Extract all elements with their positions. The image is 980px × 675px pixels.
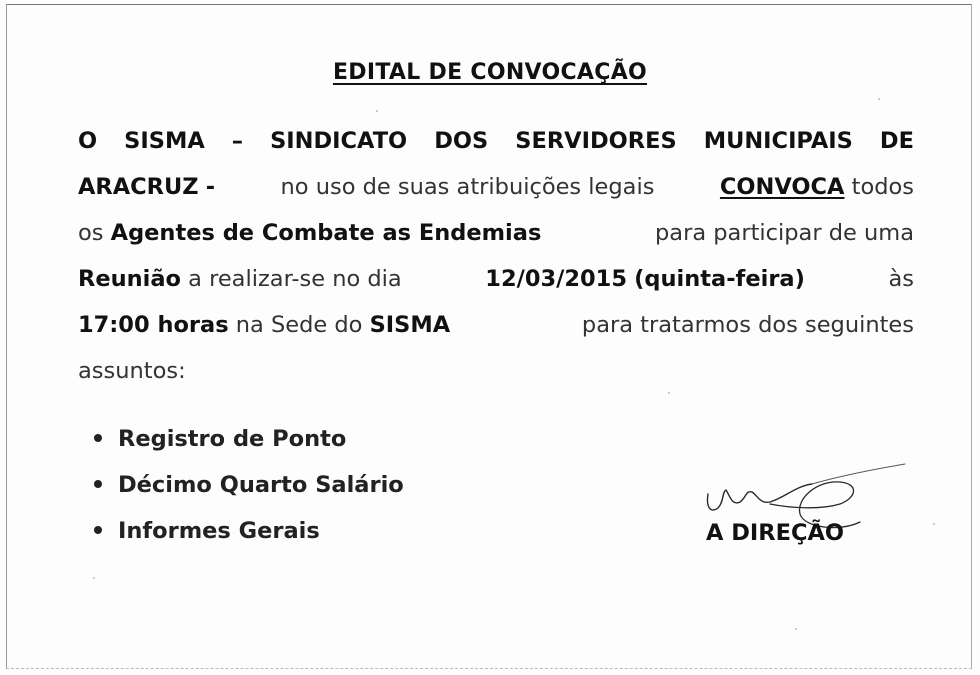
dash: -	[205, 174, 216, 200]
scan-speck	[93, 577, 95, 579]
paragraph-line-2	[78, 164, 914, 210]
list-item	[94, 466, 404, 512]
word: O	[78, 128, 98, 154]
org-name-end: ARACRUZ	[78, 174, 199, 200]
word: SINDICATO	[270, 128, 408, 154]
notice-title	[0, 60, 980, 85]
text-segment: para tratarmos dos seguintes	[581, 312, 914, 338]
list-item	[94, 512, 404, 558]
bullet-icon	[94, 526, 102, 534]
meeting-weekday: (quinta-feira)	[634, 266, 805, 292]
paragraph-line-4	[78, 256, 914, 302]
text-segment: às	[888, 266, 914, 292]
word: –	[231, 128, 244, 154]
paragraph-line-5	[78, 302, 914, 348]
paragraph-line-1	[78, 118, 914, 164]
meeting-date: 12/03/2015	[485, 266, 627, 292]
agenda-item-label: Informes Gerais	[118, 518, 320, 544]
scan-speck	[878, 98, 880, 100]
word: DE	[879, 128, 914, 154]
notice-paragraph	[78, 118, 914, 394]
paragraph-line-6	[78, 348, 914, 394]
scan-speck	[668, 392, 670, 394]
text-segment: na Sede do	[235, 312, 363, 338]
convoca-word: CONVOCA	[719, 174, 845, 200]
text-segment: os	[78, 220, 104, 246]
agenda-item-label: Décimo Quarto Salário	[118, 472, 404, 498]
agentes-title: Agentes de Combate as Endemias	[110, 220, 542, 246]
word: DOS	[434, 128, 489, 154]
sisma-word: SISMA	[369, 312, 451, 338]
word: SISMA	[124, 128, 205, 154]
agenda-item-label: Registro de Ponto	[118, 426, 347, 452]
bullet-icon	[94, 480, 102, 488]
text-segment: assuntos:	[78, 358, 186, 384]
scan-speck	[376, 110, 378, 112]
text-segment: todos	[851, 174, 914, 200]
text-segment: no uso de suas atribuições legais	[280, 174, 655, 200]
word: SERVIDORES	[515, 128, 677, 154]
meeting-time: 17:00 horas	[78, 312, 229, 338]
title-text: EDITAL DE CONVOCAÇÃO	[332, 60, 648, 85]
agenda-list	[94, 420, 404, 558]
list-item	[94, 420, 404, 466]
scan-speck	[933, 523, 935, 525]
scan-speck	[795, 628, 797, 630]
text-segment: para participar de uma	[655, 220, 914, 246]
signature-label: A DIREÇÃO	[706, 520, 845, 546]
bullet-icon	[94, 434, 102, 442]
text-segment: a realizar-se no dia	[188, 266, 402, 292]
reuniao-word: Reunião	[78, 266, 181, 292]
paragraph-line-3	[78, 210, 914, 256]
word: MUNICIPAIS	[703, 128, 853, 154]
